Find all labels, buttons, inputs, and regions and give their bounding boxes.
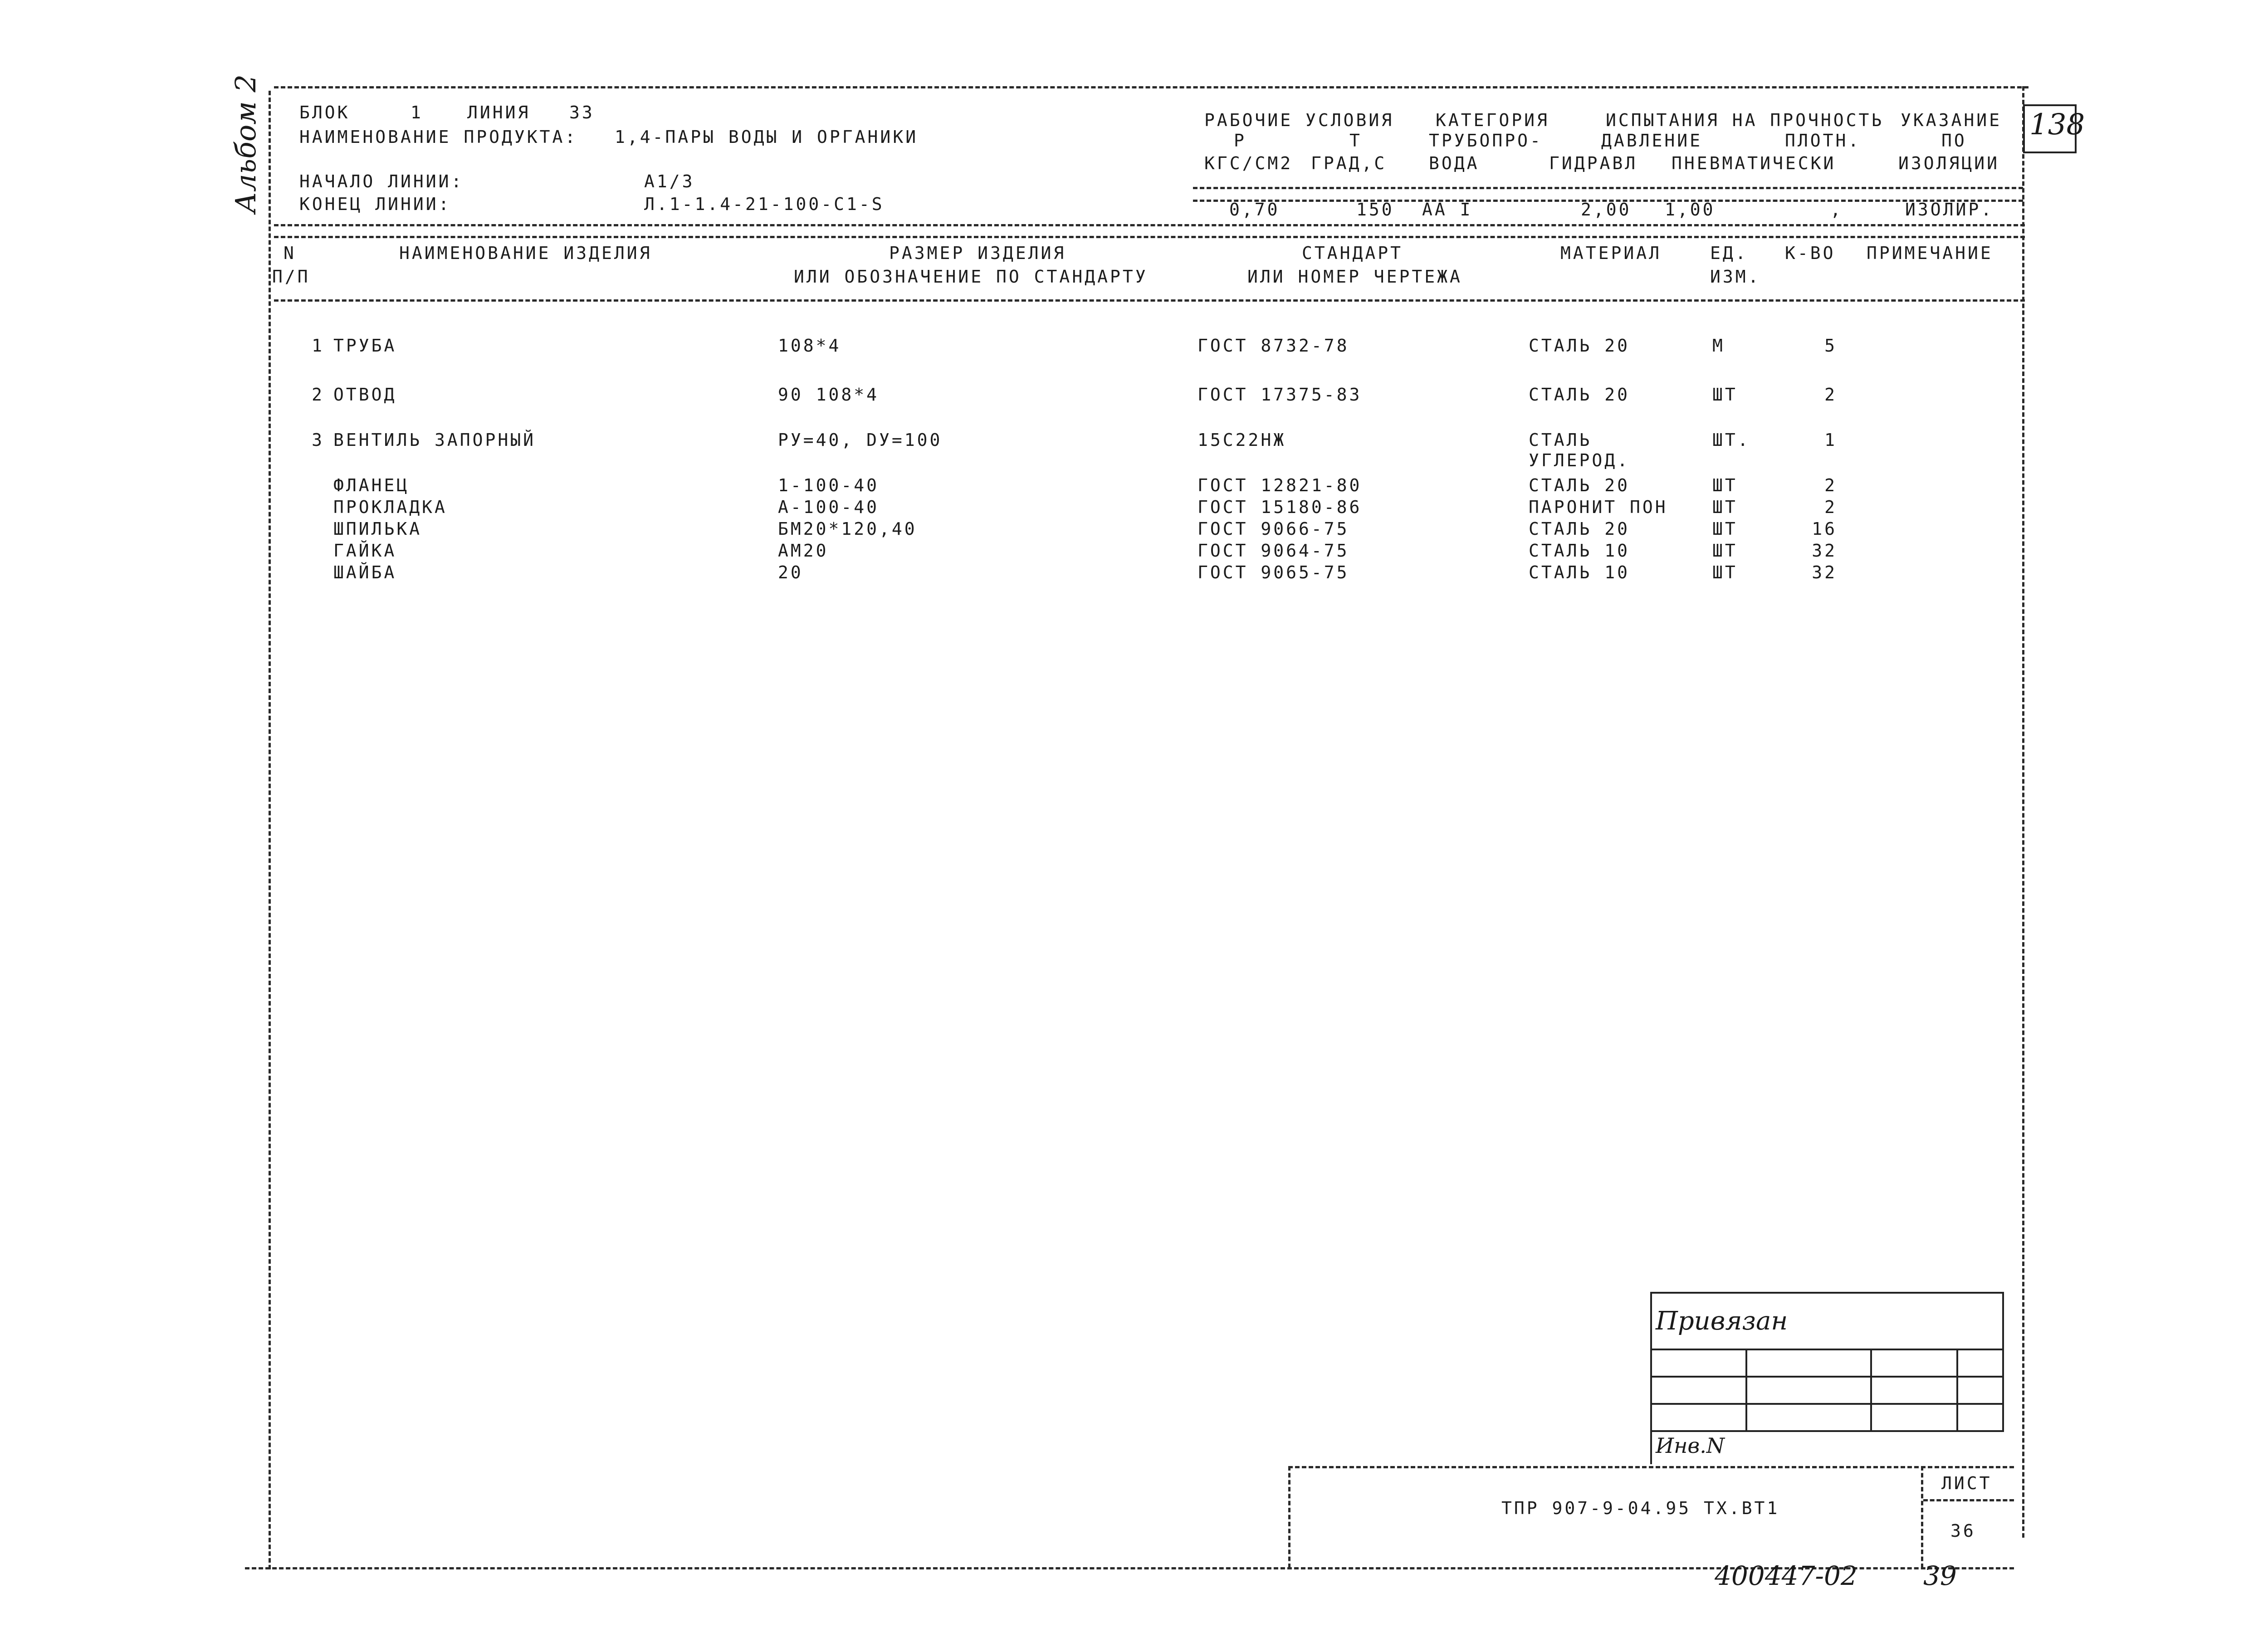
start-label: НАЧАЛО ЛИНИИ: — [299, 171, 464, 191]
row-unit: М — [1712, 336, 1725, 356]
sheet-number: 36 — [1950, 1521, 1976, 1541]
category-sub1: ТРУБОПРО- — [1429, 131, 1543, 151]
row-size: 1-100-40 — [778, 475, 880, 495]
work-conditions-title: РАБОЧИЕ УСЛОВИЯ — [1204, 110, 1394, 130]
col-num-header: N — [284, 243, 296, 263]
row-std: ГОСТ 15180-86 — [1198, 497, 1362, 517]
row-std: ГОСТ 9066-75 — [1198, 519, 1349, 539]
test-pressure-label: ДАВЛЕНИЕ — [1601, 131, 1703, 151]
title-block-left-line — [1288, 1466, 1290, 1568]
insulation-title: УКАЗАНИЕ — [1901, 110, 2002, 130]
insulation-sub: ПО — [1941, 131, 1967, 151]
product-value: 1,4-ПАРЫ ВОДЫ И ОРГАНИКИ — [615, 127, 919, 147]
archive-number: 400447-02 — [1715, 1560, 1857, 1591]
col-note-header: ПРИМЕЧАНИЕ — [1867, 243, 1993, 263]
stamp-left-line — [1650, 1292, 1652, 1464]
temperature-t-label: Т — [1349, 131, 1362, 151]
stamp-right-line — [2002, 1292, 2004, 1430]
stamp-row-line — [1650, 1430, 2004, 1432]
test-density-label: ПЛОТН. — [1785, 131, 1861, 151]
col-std-header-2: ИЛИ НОМЕР ЧЕРТЕЖА — [1247, 267, 1462, 287]
frame-right-border — [2022, 86, 2024, 1538]
hydraulic-value: 2,00 — [1581, 200, 1632, 220]
table-head-bottom-line — [274, 299, 2025, 302]
category-title: КАТЕГОРИЯ — [1436, 110, 1549, 130]
row-name: ВЕНТИЛЬ ЗАПОРНЫЙ — [333, 430, 536, 450]
bound-label: Привязан — [1656, 1306, 1788, 1336]
start-value: А1/3 — [644, 171, 695, 191]
stamp-row-line — [1650, 1349, 2004, 1350]
stamp-col-line — [1870, 1349, 1872, 1430]
row-size: А-100-40 — [778, 497, 880, 517]
pneumatic-value: 1,00 — [1665, 200, 1716, 220]
stamp-col-line — [1745, 1349, 1747, 1430]
temperature-unit: ГРАД,С — [1311, 153, 1387, 173]
row-name: ШАЙБА — [333, 562, 397, 582]
row-material: СТАЛЬ 20 — [1529, 336, 1630, 356]
row-num: 2 — [312, 385, 324, 405]
title-block-sheet-divider — [1921, 1466, 1923, 1568]
stamp-col-line — [1956, 1349, 1958, 1430]
row-material: СТАЛЬ 20 — [1529, 385, 1630, 405]
header-separator — [274, 224, 2025, 226]
row-unit: ШТ — [1712, 385, 1738, 405]
row-size: 108*4 — [778, 336, 841, 356]
title-block-top-line — [1288, 1466, 2014, 1468]
row-std: ГОСТ 12821-80 — [1198, 475, 1362, 495]
table-head-top-line — [274, 236, 2025, 238]
conditions-units-line — [1193, 187, 2023, 189]
row-material: СТАЛЬ 20 — [1529, 519, 1630, 539]
row-name: ТРУБА — [333, 336, 397, 356]
row-material: СТАЛЬ — [1529, 430, 1592, 450]
frame-left-border — [269, 91, 271, 1569]
row-num: 1 — [312, 336, 324, 356]
row-unit: ШТ — [1712, 475, 1738, 495]
pressure-value: 0,70 — [1229, 200, 1280, 220]
inv-label: Инв.N — [1656, 1433, 1725, 1458]
line-value: 33 — [569, 103, 595, 122]
row-qty: 16 — [1812, 519, 1837, 539]
row-size: БМ20*120,40 — [778, 519, 917, 539]
row-qty: 5 — [1824, 336, 1837, 356]
row-material: СТАЛЬ 10 — [1529, 562, 1630, 582]
row-material: ПАРОНИТ ПОН — [1529, 497, 1668, 517]
sheet-box-number: 138 — [2029, 108, 2085, 142]
row-qty: 2 — [1824, 475, 1837, 495]
row-name: ОТВОД — [333, 385, 397, 405]
insulation-value: ИЗОЛИР. — [1905, 200, 1994, 220]
insulation-sub2: ИЗОЛЯЦИИ — [1898, 153, 2000, 173]
row-name: ШПИЛЬКА — [333, 519, 422, 539]
line-label: ЛИНИЯ — [467, 103, 531, 122]
album-note: Альбом 2 — [229, 74, 262, 213]
row-size: 90 108*4 — [778, 385, 880, 405]
stamp-row-line — [1650, 1403, 2004, 1405]
row-size: РУ=40, DУ=100 — [778, 430, 943, 450]
col-std-header: СТАНДАРТ — [1302, 243, 1403, 263]
row-unit: ШТ — [1712, 497, 1738, 517]
document-code: ТПР 907-9-04.95 ТХ.ВТ1 — [1501, 1498, 1780, 1518]
block-value: 1 — [411, 103, 423, 122]
row-material-2: УГЛЕРОД. — [1529, 450, 1630, 470]
row-name: ГАЙКА — [333, 541, 397, 561]
end-label: КОНЕЦ ЛИНИИ: — [299, 194, 451, 214]
row-size: 20 — [778, 562, 803, 582]
row-std: ГОСТ 17375-83 — [1198, 385, 1362, 405]
col-num-header-2: П/П — [272, 267, 310, 287]
row-std: 15С22НЖ — [1198, 430, 1286, 450]
row-unit: ШТ — [1712, 562, 1738, 582]
stamp-top-line — [1650, 1292, 2004, 1294]
sheet-label: ЛИСТ — [1941, 1473, 1992, 1493]
hydraulic-label: ГИДРАВЛ — [1549, 153, 1638, 173]
row-material: СТАЛЬ 20 — [1529, 475, 1630, 495]
row-qty: 1 — [1824, 430, 1837, 450]
row-qty: 2 — [1824, 385, 1837, 405]
row-unit: ШТ — [1712, 541, 1738, 561]
row-std: ГОСТ 8732-78 — [1198, 336, 1349, 356]
row-num: 3 — [312, 430, 324, 450]
col-material-header: МАТЕРИАЛ — [1560, 243, 1662, 263]
row-unit: ШТ — [1712, 519, 1738, 539]
row-unit: ШТ. — [1712, 430, 1750, 450]
col-size-header-2: ИЛИ ОБОЗНАЧЕНИЕ ПО СТАНДАРТУ — [794, 267, 1148, 287]
category-sub2: ВОДА — [1429, 153, 1480, 173]
strength-test-title: ИСПЫТАНИЯ НА ПРОЧНОСТЬ — [1606, 110, 1884, 130]
category-value: АА I — [1422, 200, 1473, 220]
end-value: Л.1-1.4-21-100-С1-S — [644, 194, 885, 214]
row-qty: 32 — [1812, 562, 1837, 582]
row-size: АМ20 — [778, 541, 829, 561]
row-name: ФЛАНЕЦ — [333, 475, 410, 495]
temperature-value: 150 — [1356, 200, 1394, 220]
col-unit-header-2: ИЗМ. — [1710, 267, 1761, 287]
row-name: ПРОКЛАДКА — [333, 497, 447, 517]
product-label: НАИМЕНОВАНИЕ ПРОДУКТА: — [299, 127, 578, 147]
pressure-unit: КГС/СМ2 — [1204, 153, 1293, 173]
frame-top-border — [274, 86, 2028, 88]
pneumatic-label: ПНЕВМАТИЧЕСКИ — [1672, 153, 1836, 173]
col-name-header: НАИМЕНОВАНИЕ ИЗДЕЛИЯ — [399, 243, 652, 263]
col-unit-header: ЕД. — [1710, 243, 1748, 263]
col-size-header: РАЗМЕР ИЗДЕЛИЯ — [889, 243, 1066, 263]
page-number: 39 — [1923, 1560, 1957, 1591]
block-label: БЛОК — [299, 103, 350, 122]
row-std: ГОСТ 9064-75 — [1198, 541, 1349, 561]
stamp-row-line — [1650, 1376, 2004, 1378]
row-material: СТАЛЬ 10 — [1529, 541, 1630, 561]
row-qty: 32 — [1812, 541, 1837, 561]
row-std: ГОСТ 9065-75 — [1198, 562, 1349, 582]
pressure-p-label: Р — [1234, 131, 1246, 151]
density-value: , — [1830, 200, 1843, 220]
title-block-sheet-line — [1923, 1499, 2014, 1501]
col-qty-header: К-ВО — [1785, 243, 1836, 263]
row-qty: 2 — [1824, 497, 1837, 517]
